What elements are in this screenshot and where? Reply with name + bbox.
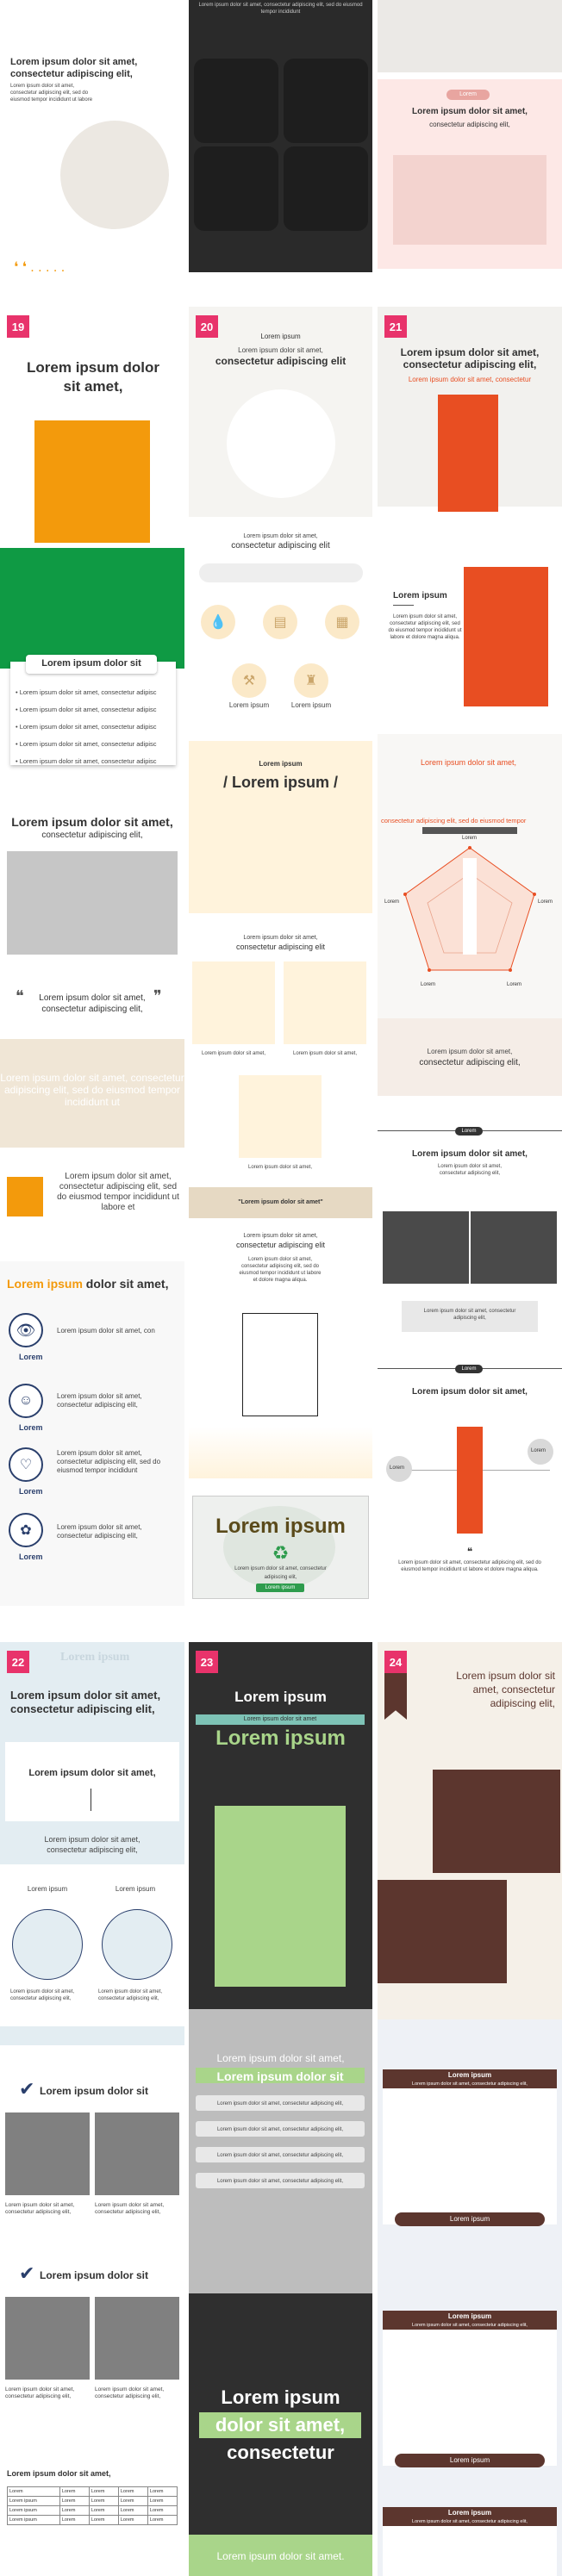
s22-check-icon-1: ✔ <box>19 2078 35 2100</box>
table-row <box>8 2487 178 2497</box>
s21-bubble-title: Lorem ipsum dolor sit amet, <box>412 1387 528 1397</box>
s20-peach-big: / Lorem ipsum / <box>222 774 339 791</box>
s22-table-title: Lorem ipsum dolor sit amet, <box>7 2469 111 2478</box>
s20-s3-line2: consectetur adipiscing elit <box>235 943 326 951</box>
col1-top-title: Lorem ipsum dolor sit amet, <box>10 57 138 67</box>
table-cell: Lorem <box>8 2487 60 2497</box>
col3-top-title: Lorem ipsum dolor sit amet, <box>412 107 528 116</box>
s19-orange-block <box>34 420 150 543</box>
s21-photo-title: Lorem ipsum dolor sit amet, <box>412 1149 528 1159</box>
slide-badge: 24 <box>384 1651 407 1673</box>
s19-bullet-3: • Lorem ipsum dolor sit amet, consectetur adipisc <box>16 723 157 731</box>
table-cell: Lorem ipsum <box>8 2516 60 2525</box>
s21-side-body: Lorem ipsum dolor sit amet, consectetur adipiscing elit, sed do eiusmod tempor incididunt ut labore et dolore magna aliqua. <box>388 614 462 640</box>
s24-card-3-sub: Lorem ipsum dolor sit amet, consectetur adipiscing elit, <box>412 2519 528 2524</box>
table-cell: Lorem <box>59 2516 89 2525</box>
s23-bottom-title: Lorem ipsum dolor sit amet. <box>216 2550 345 2562</box>
bag-icon: ♜ <box>294 663 328 698</box>
s20-line2: consectetur adipiscing elit <box>215 355 347 367</box>
s23-title: Lorem ipsum <box>234 1689 327 1705</box>
s19-list-label-2: Lorem <box>19 1423 43 1432</box>
s22-check-icon-2: ✔ <box>19 2262 35 2284</box>
dark-square-1 <box>194 59 278 143</box>
s20-mid-line1: Lorem ipsum dolor sit amet, <box>243 533 318 539</box>
slide-badge: 22 <box>7 1651 29 1673</box>
s19-bullet-2: • Lorem ipsum dolor sit amet, consectetur adipisc <box>16 706 157 713</box>
col2-top-header: Lorem ipsum dolor sit amet, consectetur adipiscing elit, sed do eiusmod tempor incididunt <box>198 3 363 15</box>
table-row <box>8 2497 178 2506</box>
s21-quote-icon: ❝ <box>466 1546 473 1558</box>
s19-list-label-3: Lorem <box>19 1487 43 1496</box>
s19-orange-text: Lorem ipsum dolor sit amet, consectetur adipiscing elit, sed do eiusmod tempor incididunt ut labore et <box>57 1172 179 1212</box>
s23-g2-title: Lorem ipsum dolor sit amet, <box>216 2052 345 2064</box>
slide-23 <box>189 1642 372 2576</box>
s19-bullet-4: • Lorem ipsum dolor sit amet, consectetur adipisc <box>16 740 157 748</box>
s23-big1: Lorem ipsum <box>221 2386 340 2408</box>
slide-24 <box>378 1642 562 2576</box>
s22-photo-4 <box>95 2297 179 2380</box>
s20-small: Lorem ipsum <box>260 333 301 340</box>
s22-circle-text-2: Lorem ipsum dolor sit amet, consectetur adipiscing elit, <box>98 1989 163 2001</box>
s19-list-label-1: Lorem <box>19 1353 43 1361</box>
s21-radar-label-3: Lorem <box>538 899 553 905</box>
s21-radar-bottom1: Lorem ipsum dolor sit amet, <box>427 1048 513 1055</box>
table-cell: Lorem <box>89 2497 118 2506</box>
s21-photo-1 <box>383 1211 469 1284</box>
s21-radar-bottom2: consectetur adipiscing elit, <box>419 1058 521 1067</box>
s20-frame <box>242 1313 318 1416</box>
s19-orange-small <box>7 1177 43 1216</box>
s21-radar-caption <box>422 827 517 834</box>
slide-20 <box>189 307 372 1599</box>
heartbeat-icon: ♡ <box>9 1447 43 1482</box>
s23-row-text-4: Lorem ipsum dolor sit amet, consectetur adipiscing elit, <box>216 2179 344 2184</box>
s22-title1: Lorem ipsum dolor sit amet, <box>10 1689 161 1702</box>
s19-green-band <box>0 548 184 669</box>
s20-s4-line2: consectetur adipiscing elit <box>235 1241 326 1249</box>
dark-square-4 <box>284 146 368 231</box>
s23-big3: consectetur <box>227 2442 334 2463</box>
s20-gradient <box>189 1427 372 1478</box>
s24-title1: Lorem ipsum dolor sit <box>456 1670 555 1682</box>
s21-radar-chart <box>395 841 545 979</box>
s24-card-3-title: Lorem ipsum <box>447 2509 492 2517</box>
s20-box-caption-1: Lorem ipsum dolor sit amet, <box>201 1051 266 1056</box>
s21-side-title: Lorem ipsum <box>393 591 447 600</box>
col3-top-gray <box>378 0 562 72</box>
s21-bubble-label-1: Lorem <box>390 1465 405 1471</box>
s19-title: Lorem ipsum dolor sit amet, <box>27 359 159 395</box>
table-cell: Lorem <box>59 2497 89 2506</box>
s20-box-caption-3: Lorem ipsum dolor sit amet, <box>247 1165 313 1170</box>
col1-top-body: Lorem ipsum dolor sit amet, consectetur adipiscing elit, sed do eiusmod tempor incididunt ut labore <box>10 84 93 103</box>
table-cell: Lorem <box>89 2487 118 2497</box>
table-cell: Lorem <box>118 2506 147 2516</box>
s24-card-2 <box>383 2311 557 2466</box>
s20-icon-label-2: Lorem ipsum <box>290 701 332 709</box>
chart-icon: ▤ <box>263 605 297 639</box>
s20-peach-box-2 <box>284 961 366 1044</box>
s22-check-title-1: Lorem ipsum dolor sit <box>40 2085 149 2097</box>
s20-icon-label-1: Lorem ipsum <box>228 701 270 709</box>
s21-red-bar <box>457 1427 483 1534</box>
s21-bubble-label-2: Lorem <box>531 1448 546 1453</box>
s20-peach-box-3 <box>239 1075 322 1158</box>
table-cell: Lorem <box>147 2516 177 2525</box>
drop-icon: 💧 <box>201 605 235 639</box>
s19-list-text-2: Lorem ipsum dolor sit amet, consectetur adipiscing elit, <box>57 1392 142 1409</box>
s22-circle-2 <box>102 1909 172 1980</box>
s21-gray-box-text: Lorem ipsum dolor sit amet, consectetur adipiscing elit, <box>423 1309 516 1321</box>
table-cell: Lorem ipsum <box>8 2506 60 2516</box>
s19-quote: Lorem ipsum dolor sit amet, consectetur adipiscing elit, <box>39 993 146 1014</box>
table-cell: Lorem <box>118 2516 147 2525</box>
s20-gray-pill <box>199 563 363 582</box>
slide-21 <box>378 307 562 1599</box>
s19-sec2-title: Lorem ipsum dolor sit amet, <box>11 815 173 829</box>
s22-card <box>5 1742 179 1821</box>
s22-photo-3 <box>5 2297 90 2380</box>
s19-box-title: Lorem ipsum dolor sit <box>41 658 141 669</box>
s20-mid-line2: consectetur adipiscing elit <box>231 541 330 551</box>
s24-title3: adipiscing elit, <box>490 1697 555 1709</box>
slide-19 <box>0 307 184 1599</box>
s20-eco-button[interactable]: Lorem ipsum <box>256 1584 304 1592</box>
s20-line1: Lorem ipsum dolor sit amet, <box>238 346 323 354</box>
s21-radar-title: Lorem ipsum dolor sit amet, <box>421 758 517 767</box>
table-cell: Lorem ipsum <box>8 2497 60 2506</box>
s21-pill-2: Lorem <box>455 1365 483 1373</box>
s19-list-text-4: Lorem ipsum dolor sit amet, consectetur adipiscing elit, <box>57 1523 142 1540</box>
s20-eco-title: Lorem ipsum <box>215 1515 346 1538</box>
table-cell: Lorem <box>118 2487 147 2497</box>
head-icon: ☺ <box>9 1384 43 1418</box>
col3-top-sub: consectetur adipiscing elit, <box>429 121 510 128</box>
slide-badge: 21 <box>384 315 407 338</box>
s23-row-text-2: Lorem ipsum dolor sit amet, consectetur adipiscing elit, <box>216 2127 344 2132</box>
s23-green-rect <box>215 1806 346 1987</box>
s23-big-green: Lorem ipsum <box>215 1727 346 1750</box>
s20-peach-box-1 <box>192 961 275 1044</box>
s22-caption-3: Lorem ipsum dolor sit amet, consectetur adipiscing elit, <box>5 2386 75 2399</box>
s20-circle <box>227 389 335 498</box>
table-cell: Lorem <box>89 2516 118 2525</box>
s21-radar-label-5: Lorem <box>507 982 522 987</box>
s24-card-1 <box>383 2069 557 2224</box>
s22-blue-text2: consectetur adipiscing elit, <box>47 1845 138 1854</box>
s22-photo-2 <box>95 2112 179 2195</box>
col1-top-title2: consectetur adipiscing elit, <box>10 69 133 79</box>
s22-circle-1 <box>12 1909 83 1980</box>
eye-icon: 👁 <box>9 1313 43 1347</box>
s21-side-line <box>393 605 414 606</box>
dark-square-3 <box>194 146 278 231</box>
s22-title2: consectetur adipiscing elit, <box>10 1702 155 1715</box>
s19-bullet-5: • Lorem ipsum dolor sit amet, consectetur adipisc <box>16 757 157 765</box>
col1-quote-icon: ❛ ❛ . . . . . <box>14 260 66 275</box>
s23-row-text-3: Lorem ipsum dolor sit amet, consectetur adipiscing elit, <box>216 2153 344 2158</box>
table-cell: Lorem <box>59 2506 89 2516</box>
s24-card-1-sub: Lorem ipsum dolor sit amet, consectetur adipiscing elit, <box>412 2081 528 2087</box>
s22-caption-2: Lorem ipsum dolor sit amet, consectetur adipiscing elit, <box>95 2202 165 2215</box>
slide-badge: 19 <box>7 315 29 338</box>
s19-quote-open-icon: ❝ <box>16 987 24 1005</box>
slide-22 <box>0 1642 184 2576</box>
table-cell: Lorem <box>59 2487 89 2497</box>
saw-icon: ⚒ <box>232 663 266 698</box>
s21-radar-label-4: Lorem <box>421 982 436 987</box>
s21-title2: consectetur adipiscing elit, <box>403 358 537 370</box>
slide-badge: 23 <box>196 1651 218 1673</box>
s21-red-rect-2 <box>464 567 548 706</box>
s24-title2: amet, consectetur <box>472 1683 555 1696</box>
s21-photo-sub: Lorem ipsum dolor sit amet, consectetur adipiscing elit, <box>437 1164 503 1176</box>
s23-g2-band: Lorem ipsum dolor sit <box>216 2069 344 2083</box>
s21-radar-label-1: Lorem <box>462 836 478 841</box>
table-row <box>8 2506 178 2516</box>
brick-icon: ▦ <box>325 605 359 639</box>
s22-caption-1: Lorem ipsum dolor sit amet, consectetur adipiscing elit, <box>5 2202 75 2215</box>
s24-card-1-title: Lorem ipsum <box>447 2071 492 2079</box>
s21-radar-label-2: Lorem <box>384 899 400 905</box>
slide-badge: 20 <box>196 315 218 338</box>
s24-brown-rect-1 <box>433 1770 560 1873</box>
s19-list-text-1: Lorem ipsum dolor sit amet, con <box>57 1327 155 1335</box>
col2-top-panel <box>189 0 372 272</box>
s19-list-label-4: Lorem <box>19 1552 43 1561</box>
s22-blue-text1: Lorem ipsum dolor sit amet, <box>44 1835 140 1844</box>
col3-tag: Lorem <box>446 90 490 100</box>
col3-top-panel <box>378 0 562 272</box>
s20-eco-text: Lorem ipsum dolor sit amet, consectetur adipiscing elit, <box>234 1566 327 1580</box>
s21-quote-body: Lorem ipsum dolor sit amet, consectetur adipiscing elit, sed do eiusmod tempor incididunt ut labore et dolore magna aliqua. <box>398 1560 541 1572</box>
s19-sec2-sub: consectetur adipiscing elit, <box>41 831 143 840</box>
table-row <box>8 2516 178 2525</box>
table-cell: Lorem <box>147 2506 177 2516</box>
s19-bullet-1: • Lorem ipsum dolor sit amet, consectetur adipisc <box>16 688 157 696</box>
table-cell: Lorem <box>118 2497 147 2506</box>
s21-beige-footer <box>378 1018 562 1096</box>
s22-watermark: Lorem ipsum <box>60 1651 130 1664</box>
s21-radar-sub: consectetur adipiscing elit, sed do eiusmod tempor <box>381 817 527 824</box>
s22-circle-label-1: Lorem ipsum <box>27 1885 68 1893</box>
s22-check-title-2: Lorem ipsum dolor sit <box>40 2269 149 2281</box>
s21-title1: Lorem ipsum dolor sit amet, <box>400 346 540 358</box>
brain-icon: ✿ <box>9 1513 43 1547</box>
s19-list-title: Lorem ipsum dolor sit amet, <box>7 1277 169 1291</box>
s21-subtitle: Lorem ipsum dolor sit amet, consectetur <box>408 376 532 383</box>
s20-s4-line1: Lorem ipsum dolor sit amet, <box>243 1233 318 1239</box>
s24-brown-rect-2 <box>378 1880 507 1983</box>
col1-top-panel <box>0 0 184 275</box>
recycle-icon: ♻ <box>272 1542 290 1564</box>
dark-square-2 <box>284 59 368 143</box>
s22-caption-4: Lorem ipsum dolor sit amet, consectetur adipiscing elit, <box>95 2386 165 2399</box>
s22-circle-label-2: Lorem ipsum <box>115 1885 156 1893</box>
s19-quote-close-icon: ❞ <box>153 987 162 1005</box>
table-cell: Lorem <box>147 2497 177 2506</box>
s20-s4-body: Lorem ipsum dolor sit amet, consectetur adipiscing elit, sed do eiusmod tempor incididunt ut labore et dolore magna aliqua. <box>239 1257 322 1283</box>
s20-peach-small: Lorem ipsum <box>259 760 303 768</box>
s20-box-caption-2: Lorem ipsum dolor sit amet, <box>292 1051 358 1056</box>
s22-table <box>7 2486 178 2525</box>
s21-pill: Lorem <box>455 1127 483 1136</box>
table-cell: Lorem <box>147 2487 177 2497</box>
s21-red-rect-1 <box>438 395 498 512</box>
s19-beige-text: Lorem ipsum dolor sit amet, consectetur adipiscing elit, sed do eiusmod tempor incididunt ut <box>0 1072 184 1108</box>
s24-pill-2-text: Lorem ipsum <box>449 2456 490 2464</box>
table-cell: Lorem <box>89 2506 118 2516</box>
s21-photo-2 <box>471 1211 557 1284</box>
s22-circle-text-1: Lorem ipsum dolor sit amet, consectetur adipiscing elit, <box>10 1989 75 2001</box>
s23-band-text: Lorem ipsum dolor sit amet <box>243 1716 317 1722</box>
col3-top-image <box>393 155 546 245</box>
s19-gray-image <box>7 851 178 955</box>
s24-card-2-title: Lorem ipsum <box>447 2312 492 2320</box>
bookmark-icon <box>384 1673 407 1720</box>
s23-big2: dolor sit amet, <box>215 2414 346 2436</box>
s20-s3-line1: Lorem ipsum dolor sit amet, <box>243 935 318 941</box>
s22-card-title: Lorem ipsum dolor sit amet, <box>28 1768 156 1778</box>
s24-pill-1-text: Lorem ipsum <box>449 2215 490 2223</box>
s23-row-text-1: Lorem ipsum dolor sit amet, consectetur adipiscing elit, <box>216 2101 344 2106</box>
s19-list-text-3: Lorem ipsum dolor sit amet, consectetur adipiscing elit, sed do eiusmod tempor incididunt <box>57 1449 161 1474</box>
s24-card-2-sub: Lorem ipsum dolor sit amet, consectetur adipiscing elit, <box>412 2323 528 2328</box>
s22-photo-1 <box>5 2112 90 2195</box>
col1-top-circle <box>60 121 169 229</box>
s20-banner-text: "Lorem ipsum dolor sit amet" <box>238 1199 323 1205</box>
